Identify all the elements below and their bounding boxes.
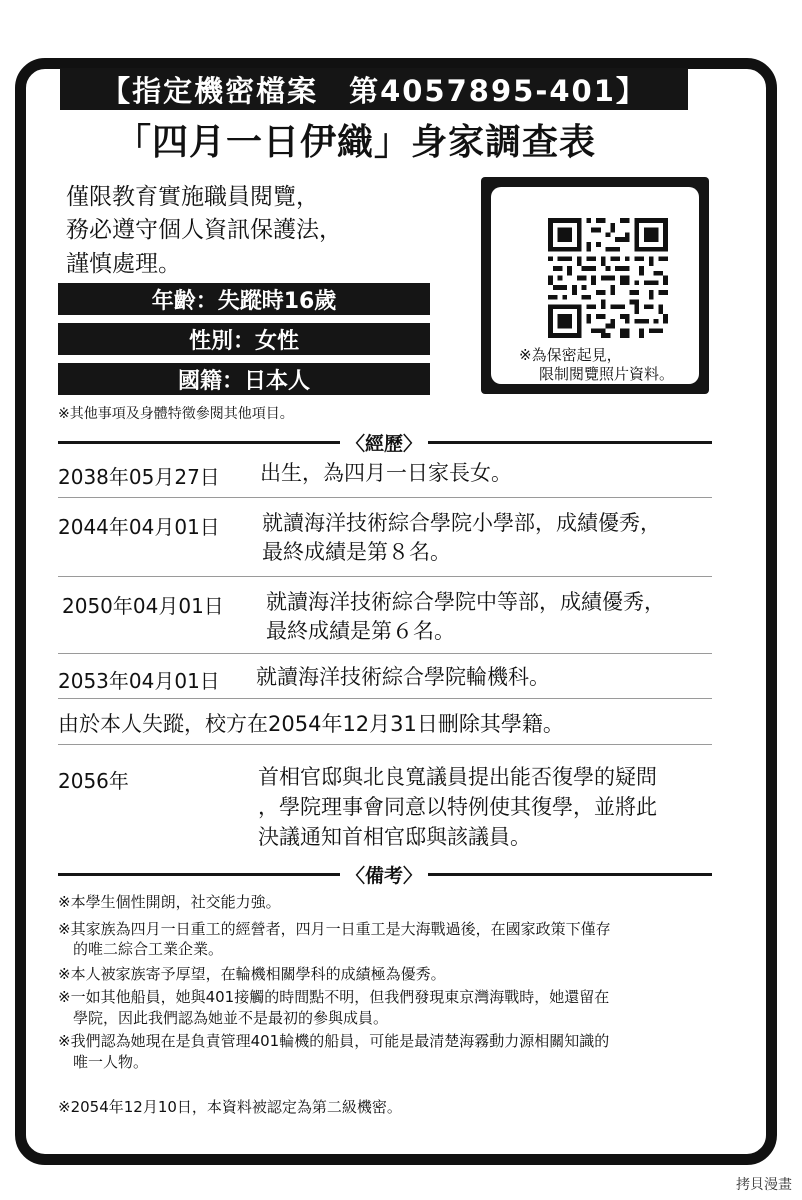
history-desc-2-line-1: 就讀海洋技術綜合學院小學部，成績優秀， bbox=[262, 511, 661, 535]
attribute-age-text: 年齡：失蹤時16歲 bbox=[151, 288, 337, 314]
attributes-note: ※其他事項及身體特徵參閱其他項目。 bbox=[58, 406, 294, 422]
classified-file-header bbox=[60, 68, 688, 110]
history-divider-2 bbox=[58, 576, 712, 577]
attribute-nationality-text: 國籍：日本人 bbox=[177, 368, 310, 394]
qr-panel-inner bbox=[491, 187, 699, 384]
qr-note-line-2: 限制閱覽照片資料。 bbox=[539, 365, 675, 383]
history-date-2: 2044年04月01日 bbox=[58, 515, 220, 539]
history-date-1: 2038年05月27日 bbox=[58, 465, 220, 489]
remark-line-1: ※本學生個性開朗，社交能力強。 bbox=[58, 893, 281, 911]
history-divider-5 bbox=[58, 744, 712, 745]
history-divider-1 bbox=[58, 497, 712, 498]
history-desc-5-line-2: ，學院理事會同意以特例使其復學，並將此 bbox=[258, 795, 657, 819]
remark-line-7: ※我們認為她現在是負責管理401輪機的船員，可能是最清楚海霧動力源相關知識的 bbox=[58, 1032, 610, 1050]
attribute-gender-text: 性別：女性 bbox=[188, 328, 299, 354]
remark-line-6: 學院，因此我們認為她並不是最初的參與成員。 bbox=[58, 1009, 389, 1027]
history-date-5: 2056年 bbox=[58, 769, 129, 793]
watermark: 拷貝漫畫 bbox=[736, 1177, 792, 1193]
history-divider-4 bbox=[58, 698, 712, 699]
notice-line-3: 謹慎處理。 bbox=[66, 251, 181, 277]
qr-code-icon bbox=[548, 218, 668, 338]
history-desc-4-line-1: 就讀海洋技術綜合學院輪機科。 bbox=[256, 665, 550, 689]
remark-line-8: 唯一人物。 bbox=[58, 1053, 149, 1071]
history-desc-3-line-2: 最終成績是第６名。 bbox=[266, 619, 455, 643]
history-date-3: 2050年04月01日 bbox=[62, 594, 224, 618]
history-desc-5-line-1: 首相官邸與北良寬議員提出能否復學的疑問 bbox=[258, 765, 657, 789]
remark-line-4: ※本人被家族寄予厚望，在輪機相關學科的成績極為優秀。 bbox=[58, 965, 446, 983]
history-date-4: 2053年04月01日 bbox=[58, 669, 220, 693]
qr-panel bbox=[481, 177, 709, 394]
remark-line-2: ※其家族為四月一日重工的經營者，四月一日重工是大海戰過後，在國家政策下僅存 bbox=[58, 920, 611, 938]
attribute-gender bbox=[58, 323, 430, 355]
file-label: 【指定機密檔案 第4057895-401】 bbox=[101, 73, 647, 108]
attribute-nationality bbox=[58, 363, 430, 395]
document-title: 「四月一日伊織」身家調查表 bbox=[115, 122, 597, 163]
remarks-section-title: 〈備考〉 bbox=[340, 861, 428, 888]
notice-line-1: 僅限教育實施職員閱覽， bbox=[66, 184, 319, 210]
history-desc-1-line-1: 出生，為四月一日家長女。 bbox=[260, 461, 512, 485]
history-desc-5-line-3: 決議通知首相官邸與該議員。 bbox=[258, 825, 531, 849]
classification-note: ※2054年12月10日，本資料被認定為第二級機密。 bbox=[58, 1098, 402, 1116]
history-desc-2-line-2: 最終成績是第８名。 bbox=[262, 540, 451, 564]
remark-line-5: ※一如其他船員，她與401接觸的時間點不明，但我們發現東京灣海戰時，她還留在 bbox=[58, 988, 610, 1006]
attribute-age bbox=[58, 283, 430, 315]
history-section-title: 〈經歷〉 bbox=[340, 429, 428, 456]
history-desc-3-line-1: 就讀海洋技術綜合學院中等部，成績優秀， bbox=[266, 590, 665, 614]
qr-note-line-1: ※為保密起見， bbox=[519, 346, 622, 364]
notice-line-2: 務必遵守個人資訊保護法， bbox=[66, 217, 342, 243]
history-full-line: 由於本人失蹤，校方在2054年12月31日刪除其學籍。 bbox=[58, 712, 564, 736]
remark-line-3: 的唯二綜合工業企業。 bbox=[58, 940, 224, 958]
history-divider-3 bbox=[58, 653, 712, 654]
